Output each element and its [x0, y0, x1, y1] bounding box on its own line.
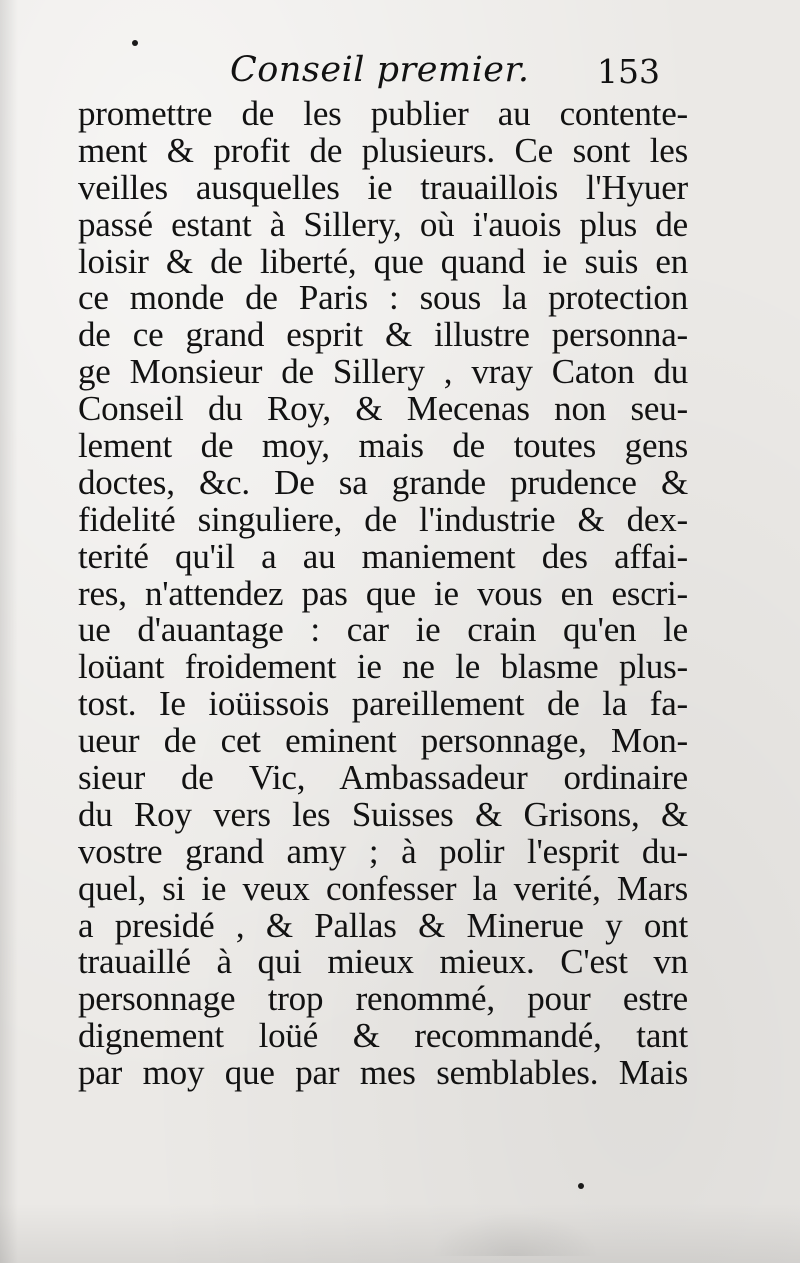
- text-line: loüant froidement ie ne le blasme plus-: [78, 647, 688, 687]
- text-line: vostre grand amy ; à polir l'esprit du-: [78, 831, 688, 871]
- text-line: veilles ausquelles ie trauaillois l'Hyuer: [78, 167, 688, 207]
- text-line: du Roy vers les Suisses & Grisons, &: [78, 794, 688, 834]
- text-line: ueur de cet eminent personnage, Mon-: [78, 721, 688, 761]
- text-line: lement de moy, mais de toutes gens: [78, 426, 688, 466]
- text-line: personnage trop renommé, pour estre: [78, 979, 688, 1019]
- text-line: ment & profit de plusieurs. Ce sont les: [78, 130, 688, 170]
- text-line: sieur de Vic, Ambassadeur ordinaire: [78, 758, 688, 798]
- paper-crease: [430, 1212, 600, 1256]
- text-line: promettre de les publier au contente-: [78, 94, 688, 133]
- text-line: ce monde de Paris : sous la protection: [78, 278, 688, 318]
- ink-speck: [132, 40, 138, 46]
- text-line: ge Monsieur de Sillery , vray Caton du: [78, 352, 688, 392]
- text-line: res, n'attendez pas que ie vous en escri-: [78, 573, 688, 613]
- text-line: dignement loüé & recommandé, tant: [78, 1016, 688, 1056]
- text-line: Conseil du Roy, & Mecenas non seu-: [78, 389, 688, 429]
- ink-speck: [578, 1183, 584, 1189]
- text-line: passé estant à Sillery, où i'auois plus de: [78, 204, 688, 244]
- text-line: quel, si ie veux confesser la verité, Mars: [78, 868, 688, 908]
- text-line: ue d'auantage : car ie crain qu'en le: [78, 610, 688, 650]
- text-line: fidelité singuliere, de l'industrie & dex-: [78, 499, 688, 539]
- running-head: [0, 46, 800, 94]
- page-bottom-shadow: [0, 1203, 800, 1263]
- text-line: terité qu'il a au maniement des affai-: [78, 536, 688, 576]
- text-line: a presidé , & Pallas & Minerue y ont: [78, 905, 688, 945]
- body-text: [78, 96, 688, 1092]
- text-line: de ce grand esprit & illustre personna-: [78, 315, 688, 355]
- text-line: loisir & de liberté, que quand ie suis en: [78, 241, 688, 281]
- text-line: trauaillé à qui mieux mieux. C'est vn: [78, 942, 688, 982]
- text-line: tost. Ie ioüissois pareillement de la fa-: [78, 684, 688, 724]
- page-gutter-shadow: [0, 0, 18, 1263]
- text-line: doctes, &c. De sa grande prudence &: [78, 462, 688, 502]
- page-number: 153: [597, 52, 660, 91]
- text-line: par moy que par mes semblables. Mais: [78, 1053, 688, 1093]
- running-head-title: Conseil premier.: [230, 50, 530, 90]
